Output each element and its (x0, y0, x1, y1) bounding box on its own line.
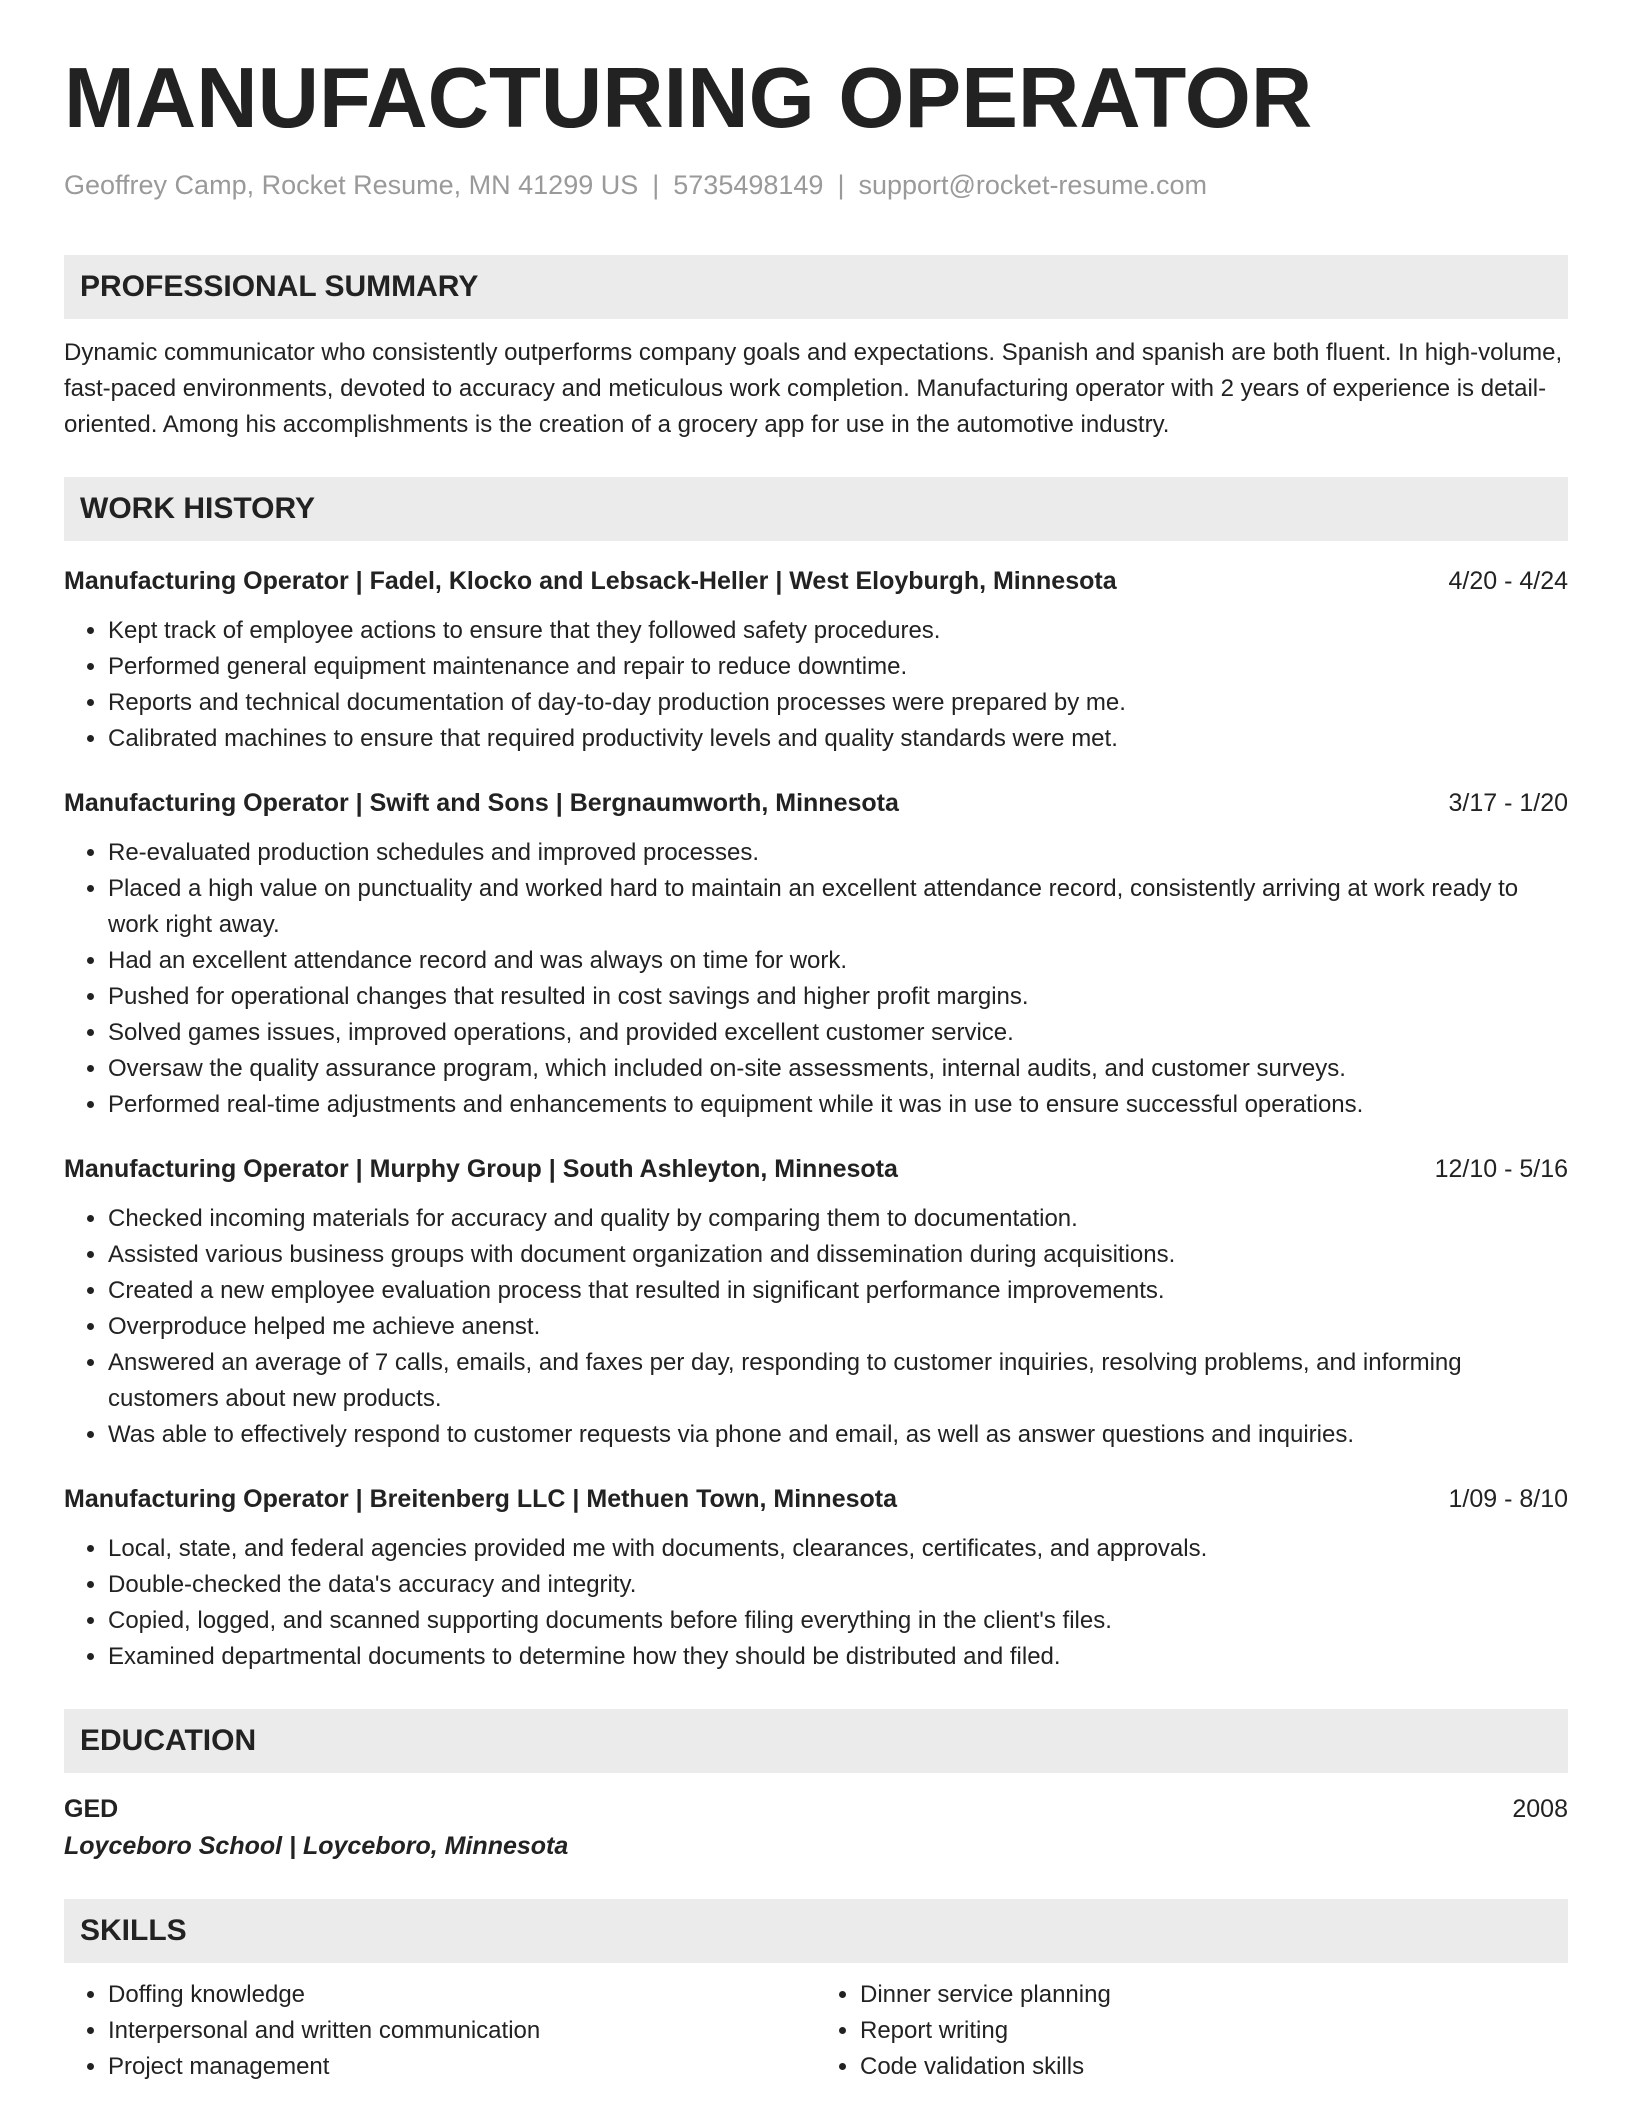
skill-item: • Report writing (860, 2013, 1568, 2049)
education-degree: GED (64, 1794, 119, 1823)
skills-column-left (64, 1977, 816, 2085)
job-bullet: • Created a new employee evaluation process that resulted in significant performance improvements. (108, 1273, 1568, 1309)
job-entry (64, 1481, 1568, 1675)
job-bullet: • Answered an average of 7 calls, emails, and faxes per day, responding to customer inquiries, resolving problems, and informing customers about new products. (108, 1345, 1568, 1417)
skill-item: • Project management (108, 2049, 816, 2085)
job-entry (64, 785, 1568, 1123)
job-dates: 1/09 - 8/10 (1448, 1484, 1568, 1513)
skill-item: • Code validation skills (860, 2049, 1568, 2085)
job-bullets (64, 613, 1568, 757)
job-dates: 4/20 - 4/24 (1448, 566, 1568, 595)
job-bullet: • Calibrated machines to ensure that required productivity levels and quality standards were met. (108, 721, 1568, 757)
job-bullet: • Performed general equipment maintenance and repair to reduce downtime. (108, 649, 1568, 685)
job-bullet: • Copied, logged, and scanned supporting documents before filing everything in the client's files. (108, 1603, 1568, 1639)
job-bullet: • Overproduce helped me achieve anenst. (108, 1309, 1568, 1345)
contact-email: support@rocket-resume.com (858, 169, 1207, 200)
contact-line (64, 168, 1568, 203)
job-header (64, 1481, 1568, 1517)
job-bullet: • Kept track of employee actions to ensure that they followed safety procedures. (108, 613, 1568, 649)
job-dates: 12/10 - 5/16 (1434, 1154, 1568, 1183)
skills-list (64, 1977, 1568, 2085)
education-header (64, 1791, 1568, 1827)
education-entry (64, 1791, 1568, 1865)
job-bullets (64, 835, 1568, 1123)
contact-separator: | (652, 169, 660, 200)
skills-column-right (816, 1977, 1568, 2085)
job-bullet: • Had an excellent attendance record and was always on time for work. (108, 943, 1568, 979)
job-title: Manufacturing Operator | Fadel, Klocko and Lebsack-Heller | West Eloyburgh, Minnesota (64, 566, 1117, 595)
job-header (64, 785, 1568, 821)
section-header-skills: SKILLS (64, 1899, 1568, 1963)
job-dates: 3/17 - 1/20 (1448, 788, 1568, 817)
resume-name-title: MANUFACTURING OPERATOR (64, 51, 1313, 146)
summary-text: Dynamic communicator who consistently outperforms company goals and expectations. Spanish and spanish are both fluent. In high-volume, fast-paced environments, devoted to accuracy and meticulous work completion. Manufacturing operator with 2 years of experience is detail-oriented. Among his accomplishments is the creation of a grocery app for use in the automotive industry. (64, 338, 1563, 438)
job-bullet: • Performed real-time adjustments and enhancements to equipment while it was in use to ensure successful operations. (108, 1087, 1568, 1123)
job-bullet: • Pushed for operational changes that resulted in cost savings and higher profit margins. (108, 979, 1568, 1015)
skill-item: • Dinner service planning (860, 1977, 1568, 2013)
job-bullet: • Double-checked the data's accuracy and integrity. (108, 1567, 1568, 1603)
contact-address: Geoffrey Camp, Rocket Resume, MN 41299 US (64, 169, 639, 200)
section-header-education: EDUCATION (64, 1709, 1568, 1773)
skill-item: • Doffing knowledge (108, 1977, 816, 2013)
job-bullets (64, 1201, 1568, 1453)
job-bullet: • Was able to effectively respond to customer requests via phone and email, as well as answer questions and inquiries. (108, 1417, 1568, 1453)
contact-phone: 5735498149 (673, 169, 824, 200)
job-title: Manufacturing Operator | Murphy Group | South Ashleyton, Minnesota (64, 1154, 898, 1183)
section-header-work-history: WORK HISTORY (64, 477, 1568, 541)
job-entry (64, 563, 1568, 757)
job-bullet: • Solved games issues, improved operations, and provided excellent customer service. (108, 1015, 1568, 1051)
section-header-summary: PROFESSIONAL SUMMARY (64, 255, 1568, 319)
job-title: Manufacturing Operator | Breitenberg LLC | Methuen Town, Minnesota (64, 1484, 897, 1513)
job-title: Manufacturing Operator | Swift and Sons | Bergnaumworth, Minnesota (64, 788, 899, 817)
job-bullet: • Re-evaluated production schedules and improved processes. (108, 835, 1568, 871)
job-header (64, 1151, 1568, 1187)
job-bullet: • Assisted various business groups with document organization and dissemination during acquisitions. (108, 1237, 1568, 1273)
work-history-list (64, 563, 1568, 1675)
education-school: Loyceboro School | Loyceboro, Minnesota (64, 1831, 569, 1860)
contact-separator: | (837, 169, 845, 200)
job-bullets (64, 1531, 1568, 1675)
job-bullet: • Examined departmental documents to determine how they should be distributed and filed. (108, 1639, 1568, 1675)
job-bullet: • Placed a high value on punctuality and worked hard to maintain an excellent attendance record, consistently arriving at work ready to work right away. (108, 871, 1568, 943)
job-header (64, 563, 1568, 599)
education-year: 2008 (1512, 1794, 1568, 1823)
job-entry (64, 1151, 1568, 1453)
job-bullet: • Oversaw the quality assurance program, which included on-site assessments, internal audits, and customer surveys. (108, 1051, 1568, 1087)
skill-item: • Interpersonal and written communication (108, 2013, 816, 2049)
job-bullet: • Local, state, and federal agencies provided me with documents, clearances, certificates, and approvals. (108, 1531, 1568, 1567)
job-bullet: • Checked incoming materials for accuracy and quality by comparing them to documentation. (108, 1201, 1568, 1237)
job-bullet: • Reports and technical documentation of day-to-day production processes were prepared by me. (108, 685, 1568, 721)
